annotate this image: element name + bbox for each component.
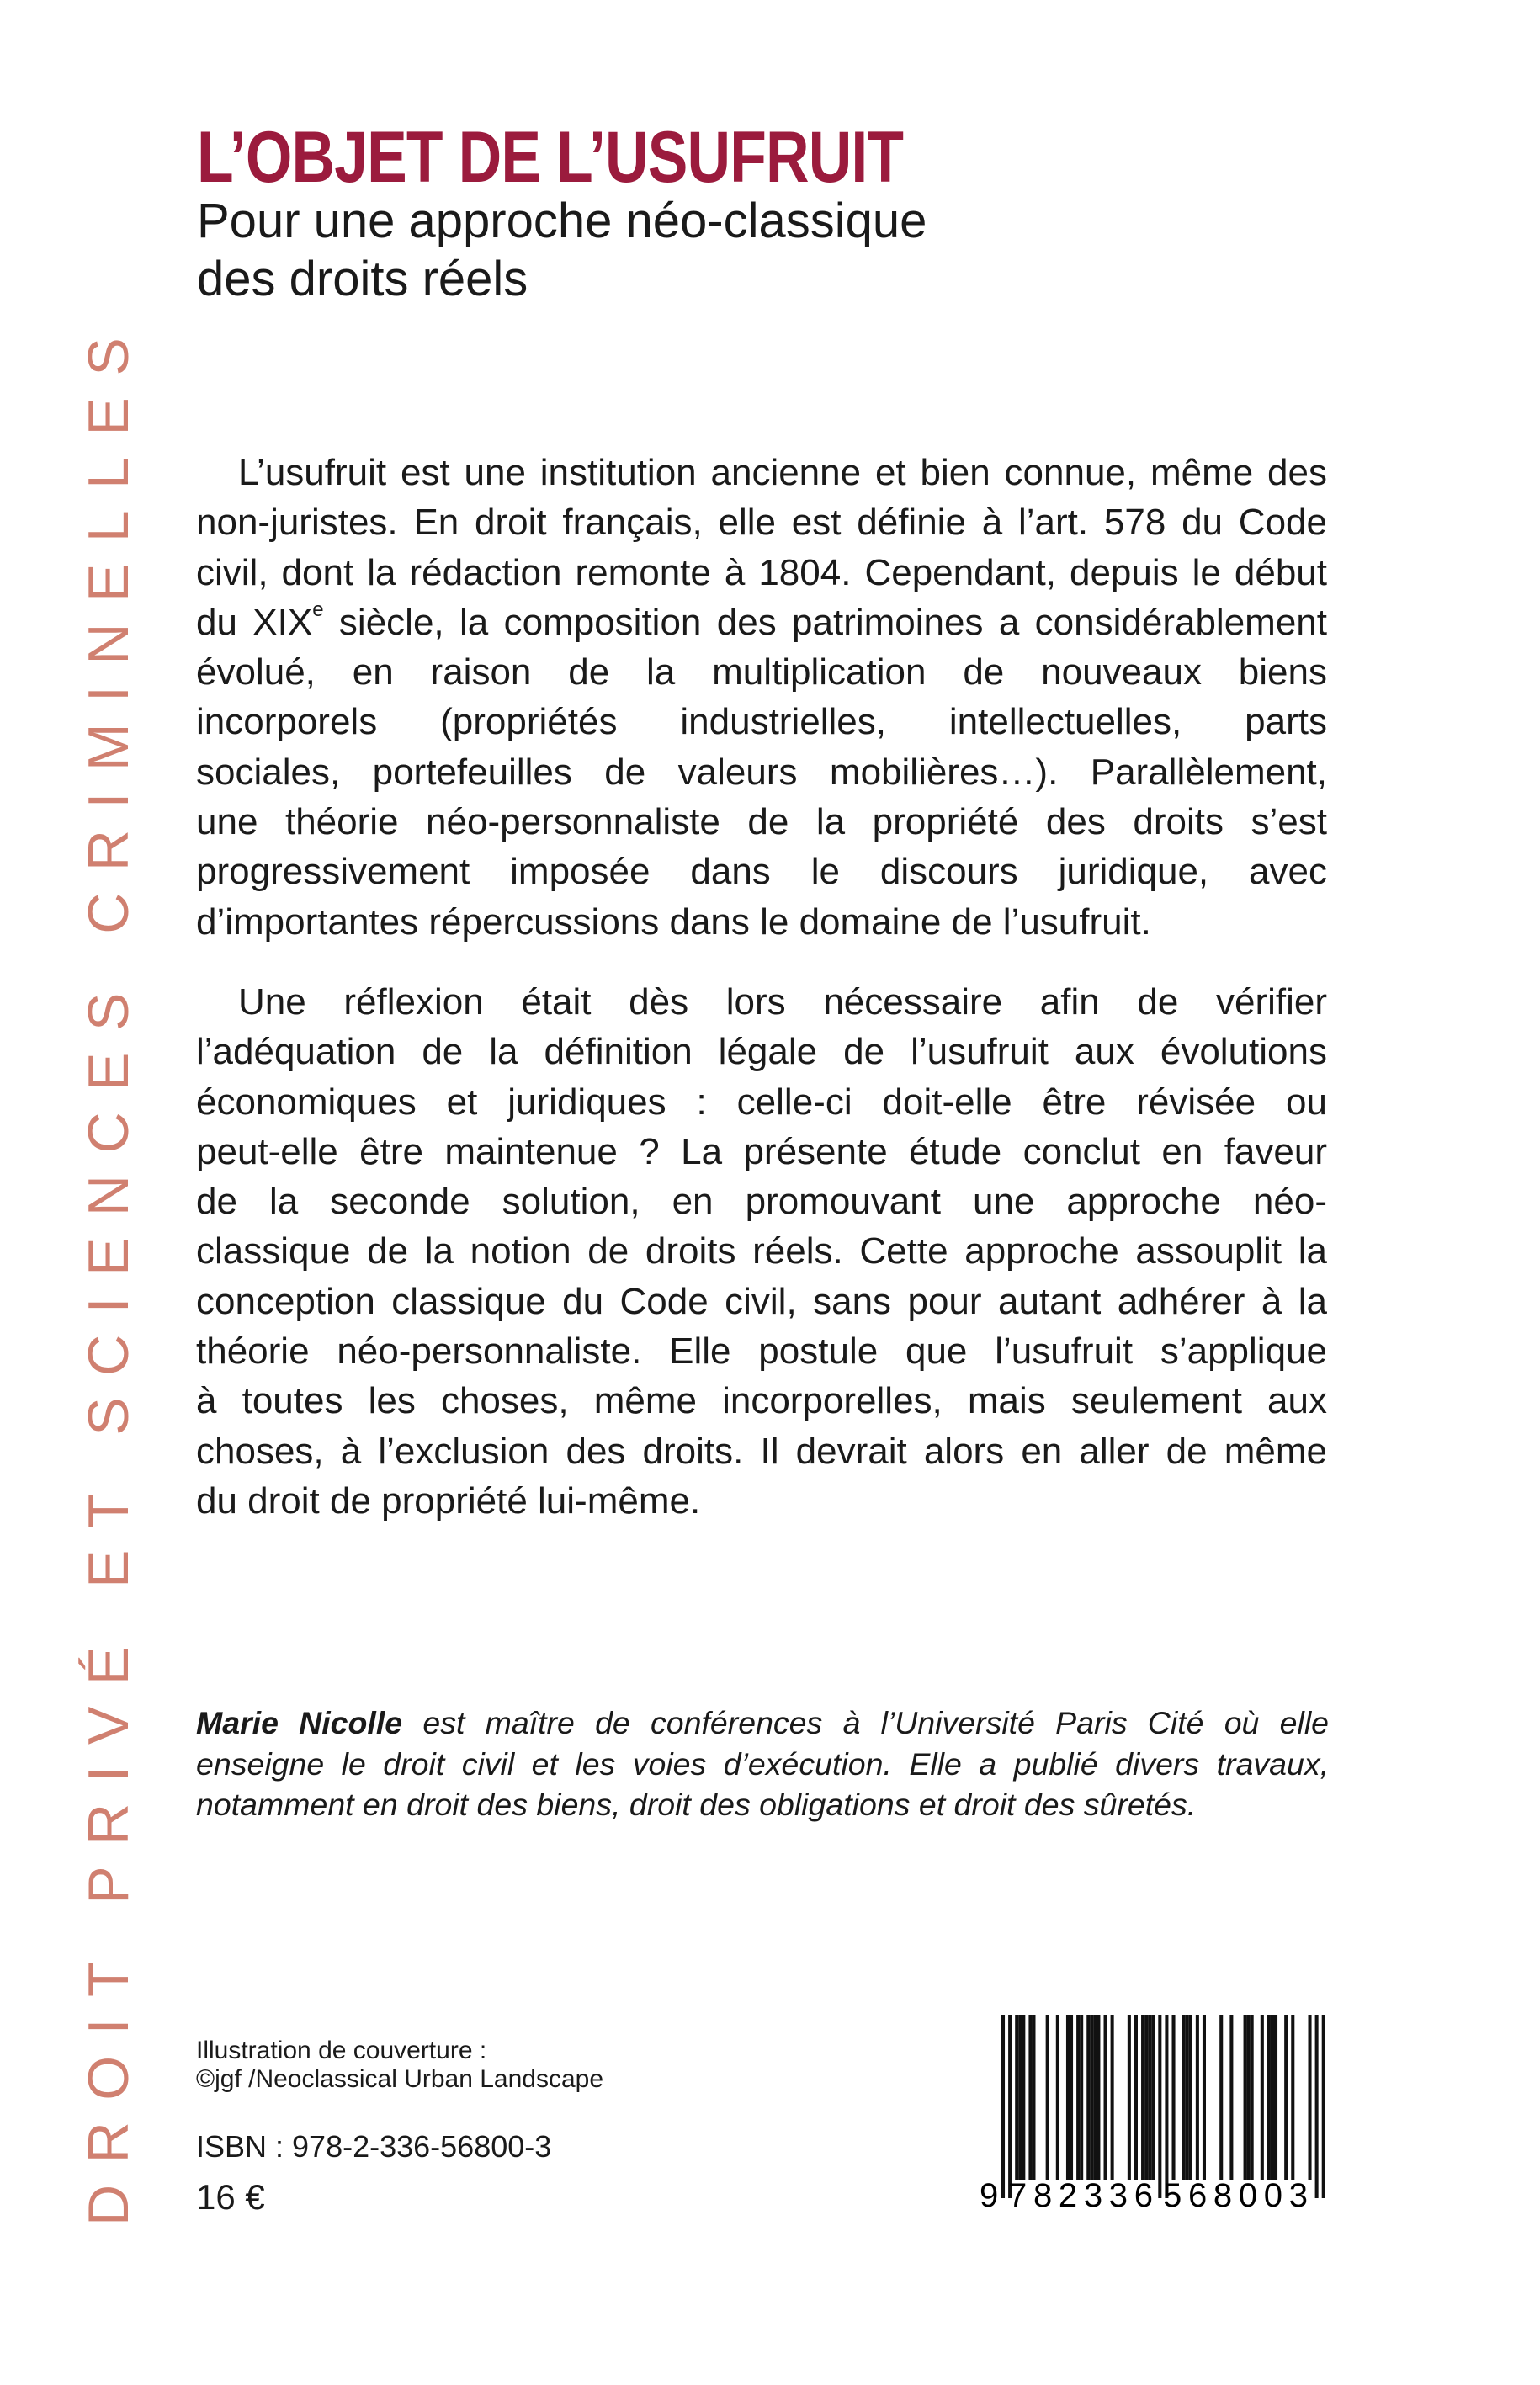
barcode-guard-bar: [1008, 2015, 1012, 2198]
barcode: [976, 2011, 1338, 2213]
barcode-bar: [1148, 2015, 1151, 2180]
barcode-bar: [1247, 2015, 1251, 2180]
barcode-bar: [1186, 2015, 1189, 2180]
barcode-guard-bar: [1158, 2015, 1161, 2198]
paragraph-line: économiques et juridiques : celle-ci doit-elle être révisée ou: [196, 1081, 1327, 1123]
paragraph-line: conception classique du Code civil, sans pour autant adhérer à la: [196, 1280, 1327, 1322]
book-title: L’OBJET DE L’USUFRUIT: [197, 117, 904, 198]
paragraph-line: du droit de propriété lui-même.: [196, 1479, 701, 1522]
paragraph-line: sociales, portefeuilles de valeurs mobilières…). Parallèlement,: [196, 751, 1327, 793]
barcode-bar: [1229, 2015, 1233, 2180]
credit-line: Illustration de couverture :: [196, 2037, 487, 2064]
barcode-bar: [1046, 2015, 1049, 2180]
barcode-bar: [1093, 2015, 1097, 2180]
barcode-bar: [1134, 2015, 1138, 2180]
barcode-bar: [1196, 2015, 1199, 2180]
barcode-bar: [1244, 2015, 1247, 2180]
barcode-bar: [1261, 2015, 1264, 2180]
barcode-bar: [1097, 2015, 1100, 2180]
subtitle-line: des droits réels: [197, 252, 528, 306]
paragraph-line: d’importantes répercussions dans le domaine de l’usufruit.: [196, 900, 1151, 943]
barcode-bar: [1111, 2015, 1114, 2180]
isbn: ISBN : 978-2-336-56800-3: [196, 2129, 552, 2164]
barcode-bar: [1144, 2015, 1148, 2180]
cover-credit: [196, 2037, 603, 2094]
barcode-bar: [1182, 2015, 1186, 2180]
book-subtitle: [197, 192, 927, 308]
paragraph-line: l’adéquation de la définition légale de l’usufruit aux évolutions: [196, 1031, 1327, 1073]
author-name: Marie Nicolle: [196, 1705, 403, 1740]
barcode-bar: [1128, 2015, 1131, 2180]
price: 16 €: [196, 2177, 265, 2217]
barcode-left-digits: 782336: [1008, 2177, 1153, 2213]
barcode-bar: [1015, 2015, 1018, 2180]
barcode-bar: [1309, 2015, 1312, 2180]
barcode-bar: [1284, 2015, 1288, 2180]
barcode-bar: [1251, 2015, 1254, 2180]
barcode-guard-bar: [1001, 2015, 1005, 2198]
barcode-bar: [1267, 2015, 1271, 2180]
barcode-bar: [1028, 2015, 1032, 2180]
bio-text: enseigne le droit civil et les voies d’exécution. Elle a publié divers travaux,: [196, 1745, 1329, 1782]
paragraph-line: classique de la notion de droits réels. Cette approche assouplit la: [196, 1230, 1327, 1272]
barcode-bar: [1070, 2015, 1073, 2180]
barcode-bar: [1104, 2015, 1107, 2180]
paragraph-line: non-juristes. En droit français, elle est définie à l’art. 578 du Code: [196, 502, 1327, 544]
paragraph-line: progressivement imposée dans le discours juridique, avec: [196, 851, 1327, 893]
paragraph-line: choses, à l’exclusion des droits. Il devrait alors en aller de même: [196, 1430, 1327, 1472]
barcode-bar: [1271, 2015, 1274, 2180]
paragraph-line: civil, dont la rédaction remonte à 1804. Cependant, depuis le début: [196, 551, 1327, 593]
barcode-bar: [1086, 2015, 1090, 2180]
paragraph-line: une théorie néo-personnaliste de la propriété des droits s’est: [196, 801, 1327, 843]
barcode-bar: [1018, 2015, 1022, 2180]
barcode-bar: [1172, 2015, 1176, 2180]
text-segment: siècle, la composition des patrimoines a considérablement: [323, 601, 1327, 643]
barcode-bar: [1090, 2015, 1093, 2180]
paragraph-line: évolué, en raison de la multiplication de nouveaux biens: [196, 651, 1327, 693]
barcode-guard-bar: [1315, 2015, 1319, 2198]
paragraph-line: L’usufruit est une institution ancienne et bien connue, même des: [238, 452, 1327, 493]
paragraph-line: peut-elle être maintenue ? La présente étude conclut en faveur: [196, 1130, 1327, 1172]
barcode-guard-bar: [1322, 2015, 1325, 2198]
barcode-bar: [1080, 2015, 1083, 2180]
credit-line: ©jgf /Neoclassical Urban Landscape: [196, 2065, 604, 2093]
barcode-bar: [1076, 2015, 1080, 2180]
text-segment: du XIX: [196, 601, 313, 643]
paragraph-line: à toutes les choses, même incorporelles, mais seulement aux: [196, 1380, 1327, 1422]
barcode-bar: [1022, 2015, 1025, 2180]
barcode-bar: [1032, 2015, 1035, 2180]
author-bio: [196, 1702, 1329, 1825]
barcode-first-digit: 9: [980, 2177, 999, 2213]
paragraph-line: théorie néo-personnaliste. Elle postule que l’usufruit s’applique: [196, 1331, 1327, 1373]
barcode-bar: [1189, 2015, 1192, 2180]
summary-paragraph-2: [196, 977, 1327, 1526]
bio-text: est maître de conférences à l’Université Paris Cité où elle: [402, 1705, 1330, 1740]
paragraph-line: Une réflexion était dès lors nécessaire afin de vérifier: [238, 981, 1327, 1023]
barcode-bar: [1274, 2015, 1277, 2180]
summary-paragraph-1: [196, 448, 1327, 947]
bio-text: notamment en droit des biens, droit des obligations et droit des sûretés.: [196, 1787, 1197, 1822]
superscript: e: [312, 598, 324, 621]
barcode-right-digits: 568003: [1163, 2177, 1308, 2213]
barcode-guard-bar: [1165, 2015, 1168, 2198]
barcode-bar: [1219, 2015, 1223, 2180]
barcode-bar: [1056, 2015, 1059, 2180]
barcode-bar: [1141, 2015, 1144, 2180]
barcode-bar: [1291, 2015, 1294, 2180]
paragraph-line: [196, 598, 1327, 647]
series-name-vertical: DROIT PRIVÉ ET SCIENCES CRIMINELLES: [77, 316, 141, 2226]
paragraph-line: incorporels (propriétés industrielles, intellectuelles, parts: [196, 701, 1327, 743]
barcode-bar: [1151, 2015, 1155, 2180]
subtitle-line: Pour une approche néo-classique: [197, 194, 927, 248]
paragraph-line: de la seconde solution, en promouvant une approche néo-: [196, 1181, 1327, 1223]
barcode-bar: [1066, 2015, 1070, 2180]
barcode-bar: [1203, 2015, 1206, 2180]
